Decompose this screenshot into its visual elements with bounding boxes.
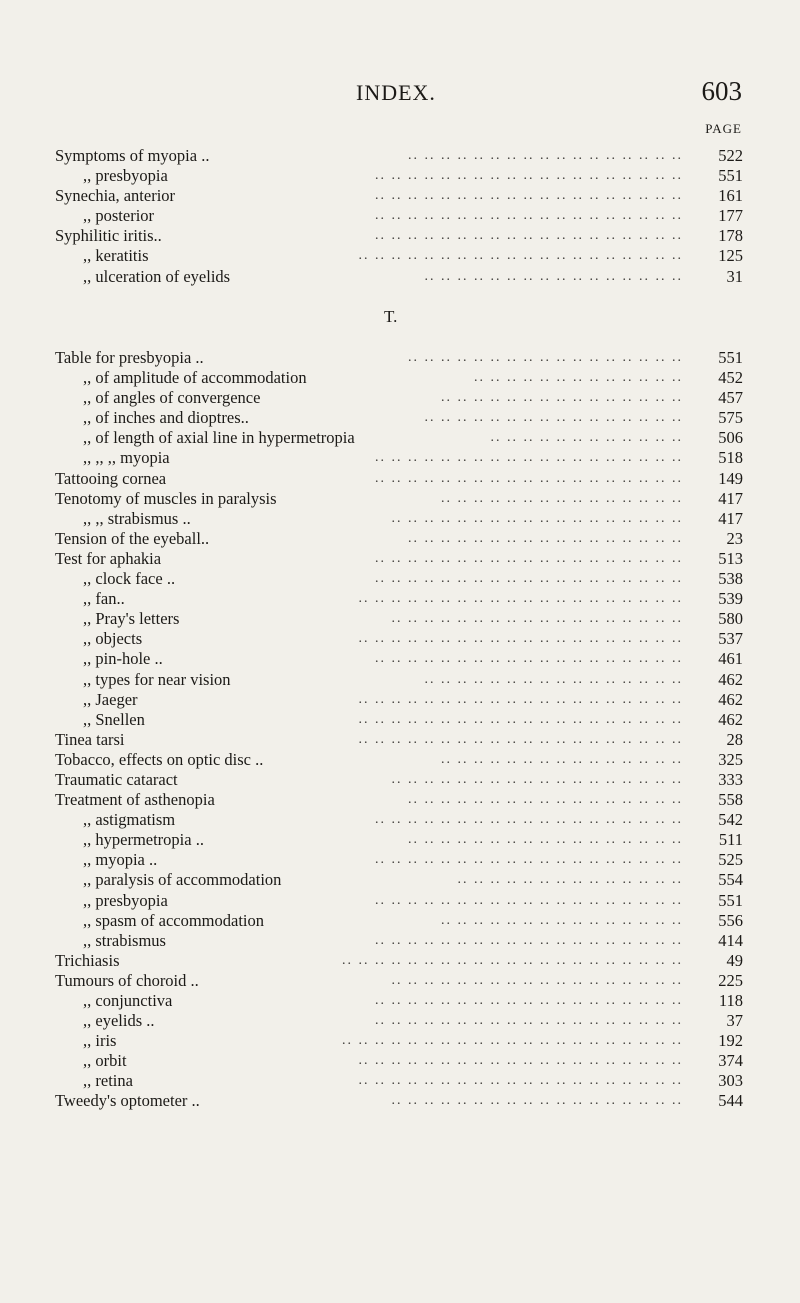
entry-text: ,, posterior <box>83 206 155 226</box>
entry-text: ,, orbit <box>83 1051 127 1071</box>
leader-dots: .. .. .. .. .. .. .. .. .. .. .. .. .. .. .. <box>441 490 683 506</box>
entry-page-number: 556 <box>718 910 743 930</box>
index-entry <box>55 870 743 890</box>
entry-text: Traumatic cataract <box>55 769 178 789</box>
entry-text: Tinea tarsi <box>55 729 125 749</box>
entry-page-number: 125 <box>718 246 743 266</box>
index-entry <box>55 146 743 166</box>
index-entry <box>55 428 743 448</box>
entry-page-number: 506 <box>718 428 743 448</box>
entry-page-number: 525 <box>718 850 743 870</box>
leader-dots: .. .. .. .. .. .. .. .. .. .. .. .. .. .. .. .. .. <box>408 530 683 546</box>
leader-dots: .. .. .. .. .. .. .. .. .. .. .. .. <box>490 430 683 446</box>
leader-dots: .. .. .. .. .. .. .. .. .. .. .. .. .. .. .. .. <box>424 268 683 284</box>
leader-dots: .. .. .. .. .. .. .. .. .. .. .. .. .. .. .. .. .. <box>408 792 683 808</box>
leader-dots: .. .. .. .. .. .. .. .. .. .. .. .. .. .. .. .. .. .. <box>391 510 683 526</box>
index-entry <box>55 911 743 931</box>
index-entry <box>55 206 743 226</box>
entry-text: Tumours of choroid .. <box>55 970 199 990</box>
leader-dots: .. .. .. .. .. .. .. .. .. .. .. .. .. .. .. .. .. .. .. <box>375 852 683 868</box>
index-entry <box>55 529 743 549</box>
index-entry <box>55 891 743 911</box>
leader-dots: .. .. .. .. .. .. .. .. .. .. .. .. .. .. .. .. .. .. .. <box>375 812 683 828</box>
leader-dots: .. .. .. .. .. .. .. .. .. .. .. .. .. .. .. .. .. .. .. .. <box>358 1053 683 1069</box>
entry-text: Tobacco, effects on optic disc .. <box>55 749 264 769</box>
leader-dots: .. .. .. .. .. .. .. .. .. .. .. .. .. .. .. .. .. .. <box>391 771 683 787</box>
entry-text: ,, Pray's letters <box>83 609 180 629</box>
entry-text: Syphilitic iritis.. <box>55 226 162 246</box>
entry-text: ,, fan.. <box>83 589 125 609</box>
index-entry <box>55 850 743 870</box>
leader-dots: .. .. .. .. .. .. .. .. .. .. .. .. .. .. .. .. .. <box>408 148 683 163</box>
index-entry <box>55 1071 743 1091</box>
index-entry <box>55 166 743 186</box>
t-index-entries <box>55 348 743 1112</box>
entry-text: ,, conjunctiva <box>83 991 173 1010</box>
index-entry <box>55 931 743 951</box>
entry-text: ,, Snellen <box>83 709 145 729</box>
leader-dots: .. .. .. .. .. .. .. .. .. .. .. .. .. .. .. .. .. .. .. .. <box>358 1073 683 1089</box>
entry-page-number: 225 <box>718 970 743 990</box>
index-entry <box>55 790 743 810</box>
leader-dots: .. .. .. .. .. .. .. .. .. .. .. .. .. .. .. .. .. .. .. <box>375 228 683 244</box>
entry-page-number: 417 <box>718 508 743 528</box>
leader-dots: .. .. .. .. .. .. .. .. .. .. .. .. .. .. .. <box>441 390 683 406</box>
index-entry <box>55 469 743 489</box>
header-title: INDEX. <box>356 80 436 105</box>
entry-text: Treatment of asthenopia <box>55 790 215 810</box>
entry-page-number: 31 <box>726 266 743 286</box>
leader-dots: .. .. .. .. .. .. .. .. .. .. .. .. .. .. .. .. .. .. .. .. <box>358 711 683 727</box>
index-entry <box>55 226 743 246</box>
leader-dots: .. .. .. .. .. .. .. .. .. .. .. .. .. .. .. .. .. .. .. <box>375 208 683 224</box>
entry-page-number: 575 <box>718 408 743 428</box>
leader-dots: .. .. .. .. .. .. .. .. .. .. .. .. .. .. .. .. .. .. <box>391 1093 683 1109</box>
entry-page-number: 23 <box>726 528 743 548</box>
entry-page-number: 537 <box>718 629 743 649</box>
leader-dots: .. .. .. .. .. .. .. .. .. .. .. .. .. .. .. .. .. .. .. <box>375 188 683 204</box>
leader-dots: .. .. .. .. .. .. .. .. .. .. .. .. .. .. .. .. .. .. .. <box>375 993 683 1008</box>
entry-page-number: 551 <box>718 890 743 910</box>
leader-dots: .. .. .. .. .. .. .. .. .. .. .. .. .. <box>474 370 683 386</box>
entry-text: ,, myopia .. <box>83 850 158 870</box>
index-entry <box>55 830 743 850</box>
index-entry <box>55 489 743 509</box>
leader-dots: .. .. .. .. .. .. .. .. .. .. .. .. .. .. .. <box>441 751 683 767</box>
page-column-label: PAGE <box>705 121 742 136</box>
leader-dots: .. .. .. .. .. .. .. .. .. .. .. .. .. .. .. .. .. .. .. <box>375 550 683 566</box>
index-entry <box>55 368 743 388</box>
entry-page-number: 511 <box>718 830 743 850</box>
entry-text: Tension of the eyeball.. <box>55 528 210 548</box>
leader-dots: .. .. .. .. .. .. .. .. .. .. .. .. .. .. .. .. <box>424 671 683 687</box>
index-entry <box>55 710 743 730</box>
entry-page-number: 414 <box>718 930 743 950</box>
entry-text: Test for aphakia <box>55 548 162 568</box>
leader-dots: .. .. .. .. .. .. .. .. .. .. .. .. .. .. .. .. .. .. .. .. <box>358 691 683 707</box>
entry-page-number: 49 <box>726 950 743 970</box>
index-entry <box>55 569 743 589</box>
entry-page-number: 417 <box>718 488 743 508</box>
index-entry <box>55 991 743 1011</box>
entry-page-number: 161 <box>718 186 743 206</box>
entry-page-number: 177 <box>718 206 743 226</box>
leader-dots: .. .. .. .. .. .. .. .. .. .. .. .. .. .. .. .. .. .. .. .. <box>358 591 683 607</box>
entry-text: ,, strabismus <box>83 930 166 950</box>
entry-text: ,, types for near vision <box>83 669 231 689</box>
entry-text: ,, Jaeger <box>83 689 138 709</box>
index-entry <box>55 810 743 830</box>
entry-page-number: 518 <box>718 448 743 468</box>
entry-page-number: 28 <box>726 729 743 749</box>
entry-text: ,, hypermetropia .. <box>83 830 204 850</box>
leader-dots: .. .. .. .. .. .. .. .. .. .. .. .. .. .. .. .. .. .. <box>391 972 683 988</box>
leader-dots: .. .. .. .. .. .. .. .. .. .. .. .. .. .. .. .. .. .. .. <box>375 470 683 486</box>
entry-text: Symptoms of myopia .. <box>55 146 210 165</box>
index-entry <box>55 750 743 770</box>
index-entry <box>55 730 743 750</box>
entry-page-number: 462 <box>718 669 743 689</box>
entry-page-number: 544 <box>718 1091 743 1111</box>
entry-page-number: 580 <box>718 609 743 629</box>
index-entry <box>55 1011 743 1031</box>
entry-text: ,, presbyopia <box>83 890 168 910</box>
entry-page-number: 325 <box>718 749 743 769</box>
entry-text: ,, clock face .. <box>83 569 176 589</box>
entry-page-number: 452 <box>718 368 743 388</box>
index-entry <box>55 770 743 790</box>
entry-text: Trichiasis <box>55 950 120 970</box>
entry-text: ,, presbyopia <box>83 166 168 186</box>
leader-dots: .. .. .. .. .. .. .. .. .. .. .. .. .. .. .. .. .. .. .. .. <box>358 731 683 747</box>
index-entry <box>55 609 743 629</box>
index-entry <box>55 186 743 206</box>
index-entry <box>55 971 743 991</box>
leader-dots: .. .. .. .. .. .. .. .. .. .. .. .. .. .. .. .. <box>424 410 683 426</box>
entry-page-number: 554 <box>718 870 743 890</box>
leader-dots: .. .. .. .. .. .. .. .. .. .. .. .. .. .. .. .. .. .. .. <box>375 571 683 587</box>
running-header <box>56 76 742 110</box>
index-entry <box>55 267 743 287</box>
entry-text: ,, of amplitude of accommodation <box>83 368 307 388</box>
entry-text: Synechia, anterior <box>55 186 176 206</box>
entry-page-number: 522 <box>718 146 743 165</box>
leader-dots: .. .. .. .. .. .. .. .. .. .. .. .. .. .. .. .. .. <box>408 350 683 365</box>
entry-page-number: 558 <box>718 790 743 810</box>
leader-dots: .. .. .. .. .. .. .. .. .. .. .. .. .. .. .. .. .. .. .. .. <box>358 631 683 647</box>
leader-dots: .. .. .. .. .. .. .. .. .. .. .. .. .. .. .. .. .. .. .. .. .. <box>342 1033 683 1049</box>
entry-page-number: 333 <box>718 769 743 789</box>
index-entry <box>55 629 743 649</box>
leader-dots: .. .. .. .. .. .. .. .. .. .. .. .. .. .. .. .. .. .. <box>391 611 683 627</box>
index-entry <box>55 1051 743 1071</box>
entry-page-number: 461 <box>718 649 743 669</box>
index-entry <box>55 408 743 428</box>
entry-page-number: 118 <box>718 991 743 1010</box>
entry-text: ,, retina <box>83 1071 133 1091</box>
entry-text: Table for presbyopia .. <box>55 348 204 367</box>
leader-dots: .. .. .. .. .. .. .. .. .. .. .. .. .. .. .. .. .. .. .. <box>375 450 683 466</box>
index-entry <box>55 589 743 609</box>
entry-text: ,, ,, ,, myopia <box>83 448 170 468</box>
entry-page-number: 551 <box>718 348 743 367</box>
entry-page-number: 37 <box>726 1011 743 1031</box>
s-index-entries <box>55 146 743 287</box>
entry-page-number: 542 <box>718 810 743 830</box>
entry-text: ,, eyelids .. <box>83 1011 155 1031</box>
index-entry <box>55 388 743 408</box>
entry-text: ,, spasm of accommodation <box>83 910 265 930</box>
entry-page-number: 462 <box>718 709 743 729</box>
entry-text: ,, objects <box>83 629 143 649</box>
leader-dots: .. .. .. .. .. .. .. .. .. .. .. .. .. .. .. .. .. .. .. <box>375 1013 683 1029</box>
index-entry <box>55 690 743 710</box>
entry-page-number: 303 <box>718 1071 743 1091</box>
entry-text: Tattooing cornea <box>55 468 167 488</box>
entry-page-number: 149 <box>718 468 743 488</box>
entry-text: ,, of inches and dioptres.. <box>83 408 249 428</box>
entry-text: ,, iris <box>83 1031 117 1051</box>
entry-text: ,, pin-hole .. <box>83 649 163 669</box>
header-page-number: 603 <box>701 76 742 106</box>
leader-dots: .. .. .. .. .. .. .. .. .. .. .. .. .. .. .. .. .. .. .. <box>375 892 683 908</box>
entry-text: ,, astigmatism <box>83 810 176 830</box>
leader-dots: .. .. .. .. .. .. .. .. .. .. .. .. .. .. .. .. .. .. .. .. <box>358 248 683 264</box>
entry-page-number: 551 <box>718 166 743 186</box>
entry-text: ,, paralysis of accommodation <box>83 870 282 890</box>
index-entry <box>55 348 743 368</box>
index-entry <box>55 1031 743 1051</box>
entry-page-number: 462 <box>718 689 743 709</box>
leader-dots: .. .. .. .. .. .. .. .. .. .. .. .. .. .. .. .. .. .. .. <box>375 168 683 184</box>
entry-page-number: 374 <box>718 1051 743 1071</box>
entry-page-number: 539 <box>718 589 743 609</box>
entry-page-number: 538 <box>718 569 743 589</box>
leader-dots: .. .. .. .. .. .. .. .. .. .. .. .. .. .. .. <box>441 912 683 928</box>
entry-text: Tenotomy of muscles in paralysis <box>55 488 277 508</box>
leader-dots: .. .. .. .. .. .. .. .. .. .. .. .. .. .. .. .. .. <box>408 832 683 848</box>
leader-dots: .. .. .. .. .. .. .. .. .. .. .. .. .. .. .. .. .. .. .. .. .. <box>342 952 683 968</box>
index-entry <box>55 549 743 569</box>
index-entry <box>55 951 743 971</box>
index-entry <box>55 448 743 468</box>
entry-text: ,, keratitis <box>83 246 149 266</box>
index-entry <box>55 670 743 690</box>
entry-text: ,, ulceration of eyelids <box>83 266 231 286</box>
entry-text: ,, of length of axial line in hypermetropia <box>83 428 355 448</box>
index-entry <box>55 246 743 266</box>
index-entry <box>55 509 743 529</box>
index-entry <box>55 649 743 669</box>
index-entry <box>55 1091 743 1111</box>
entry-page-number: 192 <box>718 1031 743 1051</box>
entry-page-number: 178 <box>718 226 743 246</box>
entry-page-number: 513 <box>718 548 743 568</box>
section-letter: T. <box>384 307 398 326</box>
entry-text: ,, of angles of convergence <box>83 388 261 408</box>
leader-dots: .. .. .. .. .. .. .. .. .. .. .. .. .. .. <box>457 872 683 888</box>
entry-page-number: 457 <box>718 388 743 408</box>
leader-dots: .. .. .. .. .. .. .. .. .. .. .. .. .. .. .. .. .. .. .. <box>375 932 683 948</box>
leader-dots: .. .. .. .. .. .. .. .. .. .. .. .. .. .. .. .. .. .. .. <box>375 651 683 667</box>
entry-text: ,, ,, strabismus .. <box>83 508 191 528</box>
entry-text: Tweedy's optometer .. <box>55 1091 200 1111</box>
